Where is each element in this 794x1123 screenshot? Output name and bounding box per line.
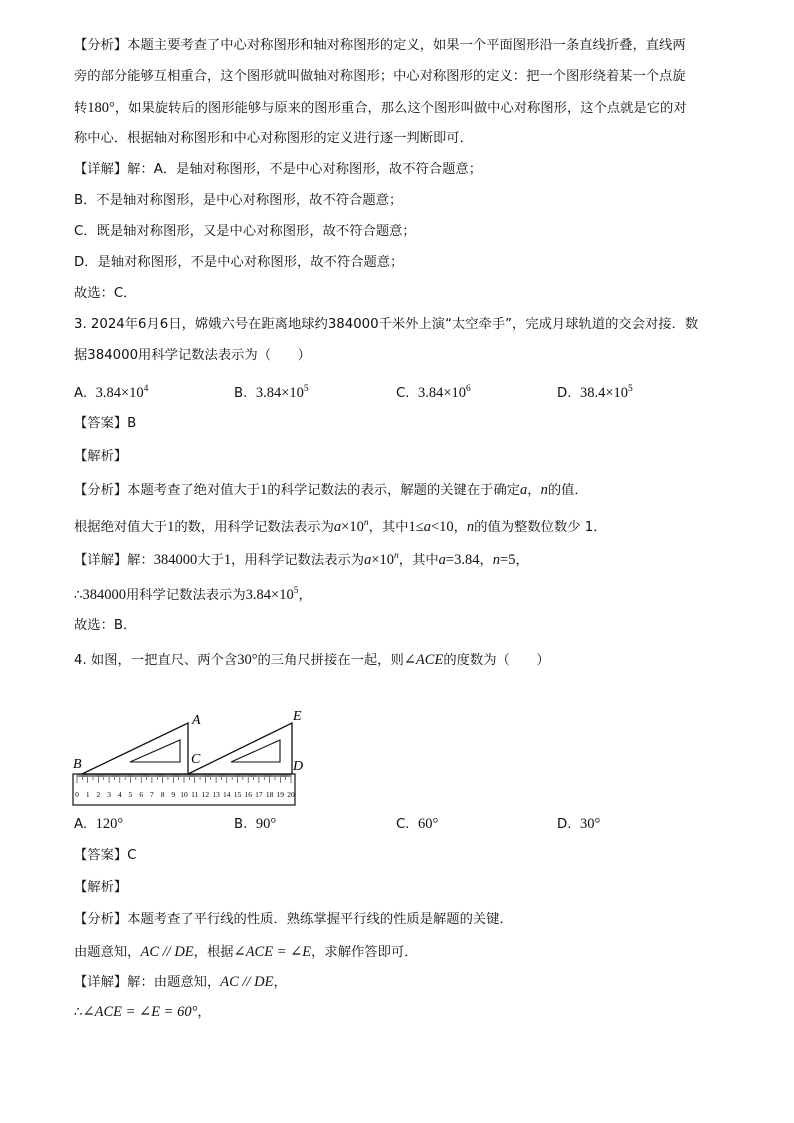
detail-line-3: C．既是轴对称图形，又是中心对称图形，故不符合题意； bbox=[74, 224, 416, 239]
q4-option-b: B. 90° bbox=[234, 816, 277, 832]
label-e: E bbox=[293, 709, 302, 724]
q4-option-a: A. 120° bbox=[74, 816, 124, 832]
ruler-tick-label: 20 bbox=[287, 790, 295, 799]
ruler-tick-label: 17 bbox=[255, 790, 263, 799]
q3-option-d: D. $38.4\times 10^5$ bbox=[557, 384, 633, 401]
ruler-tick-label: 7 bbox=[150, 790, 154, 799]
choose-line: 故选：C． bbox=[74, 286, 137, 301]
q3-option-c: C. $3.84\times 10^6$ bbox=[396, 384, 471, 401]
ruler-tick-label: 10 bbox=[180, 790, 188, 799]
ruler-tick-label: 5 bbox=[128, 790, 133, 799]
ruler-tick-label: 1 bbox=[85, 790, 90, 799]
ruler-tick-label: 12 bbox=[201, 790, 210, 799]
analysis-line-4: 称中心．根据轴对称图形和中心对称图形的定义进行逐一判断即可． bbox=[74, 131, 473, 146]
q3-answer: 【答案】B bbox=[74, 416, 137, 431]
ruler-tick-label: 6 bbox=[139, 790, 144, 799]
q4-answer: 【答案】C bbox=[74, 848, 137, 863]
analysis-line-2: 旁的部分能够互相重合，这个图形就叫做轴对称图形；中心对称图形的定义：把一个图形绕着某一个点旋 bbox=[74, 69, 686, 84]
q4-option-c: C. 60° bbox=[396, 816, 439, 832]
right-triangle-inner bbox=[231, 740, 280, 762]
q3-analysis-line-2: 根据绝对值大于1的数，用科学记数法表示为$a\times 10^n$，其中1≤a<10，n的值为整数位数少 1． bbox=[74, 518, 607, 535]
q4-detail-line-1: 【详解】解：由题意知，AC // DE， bbox=[74, 974, 287, 990]
right-triangle bbox=[188, 723, 292, 774]
ruler-tick-label: 13 bbox=[212, 790, 220, 799]
label-a: A bbox=[192, 713, 201, 728]
q4-detail-line-2: ∴∠ACE = ∠E = 60°， bbox=[74, 1004, 211, 1020]
ruler-tick-label: 8 bbox=[160, 790, 165, 799]
label-b: B bbox=[73, 757, 82, 772]
q4-option-d: D. 30° bbox=[557, 816, 601, 832]
ruler-tick-label: 19 bbox=[276, 790, 285, 799]
q3-stem-line-1: 3. 2024年6月6日，嫦娥六号在距离地球约384000千米外上演“太空牵手”，完成月球轨道的交会对接．数 bbox=[74, 317, 699, 332]
q4-analysis-line-2: 由题意知，AC // DE，根据∠ACE = ∠E，求解作答即可． bbox=[74, 944, 418, 960]
q4-stem: 4. 如图，一把直尺、两个含30°的三角尺拼接在一起，则∠ACE的度数为（ ） bbox=[74, 652, 550, 668]
q4-jiexi-heading: 【解析】 bbox=[74, 880, 128, 895]
analysis-line-3: 转180°，如果旋转后的图形能够与原来的图形重合，那么这个图形叫做中心对称图形，这个点就是它的对 bbox=[74, 100, 687, 116]
ruler-tick-label: 9 bbox=[171, 790, 176, 799]
ruler-triangles-figure bbox=[70, 706, 310, 810]
ruler-tick-label: 4 bbox=[117, 790, 122, 799]
q3-stem-line-2: 据384000用科学记数法表示为（ ） bbox=[74, 348, 311, 363]
label-c: C bbox=[191, 752, 201, 767]
q3-jiexi-heading: 【解析】 bbox=[74, 449, 128, 464]
detail-line-2: B．不是轴对称图形，是中心对称图形，故不符合题意； bbox=[74, 193, 403, 208]
q3-option-a: A. $3.84\times 10^4$ bbox=[74, 384, 149, 401]
left-triangle-inner bbox=[130, 740, 180, 762]
ruler-numbers bbox=[75, 790, 295, 799]
q4-analysis-line-1: 【分析】本题考查了平行线的性质．熟练掌握平行线的性质是解题的关键． bbox=[74, 912, 513, 927]
analysis-line-1: 【分析】本题主要考查了中心对称图形和轴对称图形的定义，如果一个平面图形沿一条直线折叠，直线两 bbox=[74, 38, 686, 53]
q3-option-b: B. $3.84\times 10^5$ bbox=[234, 384, 309, 401]
ruler-tick-label: 0 bbox=[75, 790, 79, 799]
ruler-tick-label: 11 bbox=[191, 790, 199, 799]
left-triangle bbox=[82, 723, 188, 774]
ruler-tick-label: 14 bbox=[223, 790, 231, 799]
q3-analysis-line-1: 【分析】本题考查了绝对值大于1的科学记数法的表示，解题的关键在于确定a，n的值． bbox=[74, 482, 588, 498]
q3-choose: 故选：B． bbox=[74, 618, 137, 633]
label-d: D bbox=[293, 759, 304, 774]
ruler-tick-label: 2 bbox=[96, 790, 101, 799]
detail-line-1: 【详解】解：A．是轴对称图形，不是中心对称图形，故不符合题意； bbox=[74, 162, 483, 177]
q3-detail-line-2: ∴384000用科学记数法表示为$3.84\times 10^5$， bbox=[74, 586, 312, 603]
detail-line-4: D．是轴对称图形，不是中心对称图形，故不符合题意； bbox=[74, 255, 404, 270]
ruler-tick-label: 16 bbox=[244, 790, 252, 799]
ruler-ticks bbox=[77, 774, 291, 783]
ruler-tick-label: 3 bbox=[107, 790, 111, 799]
q3-detail-line-1: 【详解】解：384000大于1，用科学记数法表示为$a\times 10^n$，其中a=3.84，n=5， bbox=[74, 551, 529, 568]
ruler-tick-label: 18 bbox=[265, 790, 274, 799]
ruler-tick-label: 15 bbox=[233, 790, 242, 799]
